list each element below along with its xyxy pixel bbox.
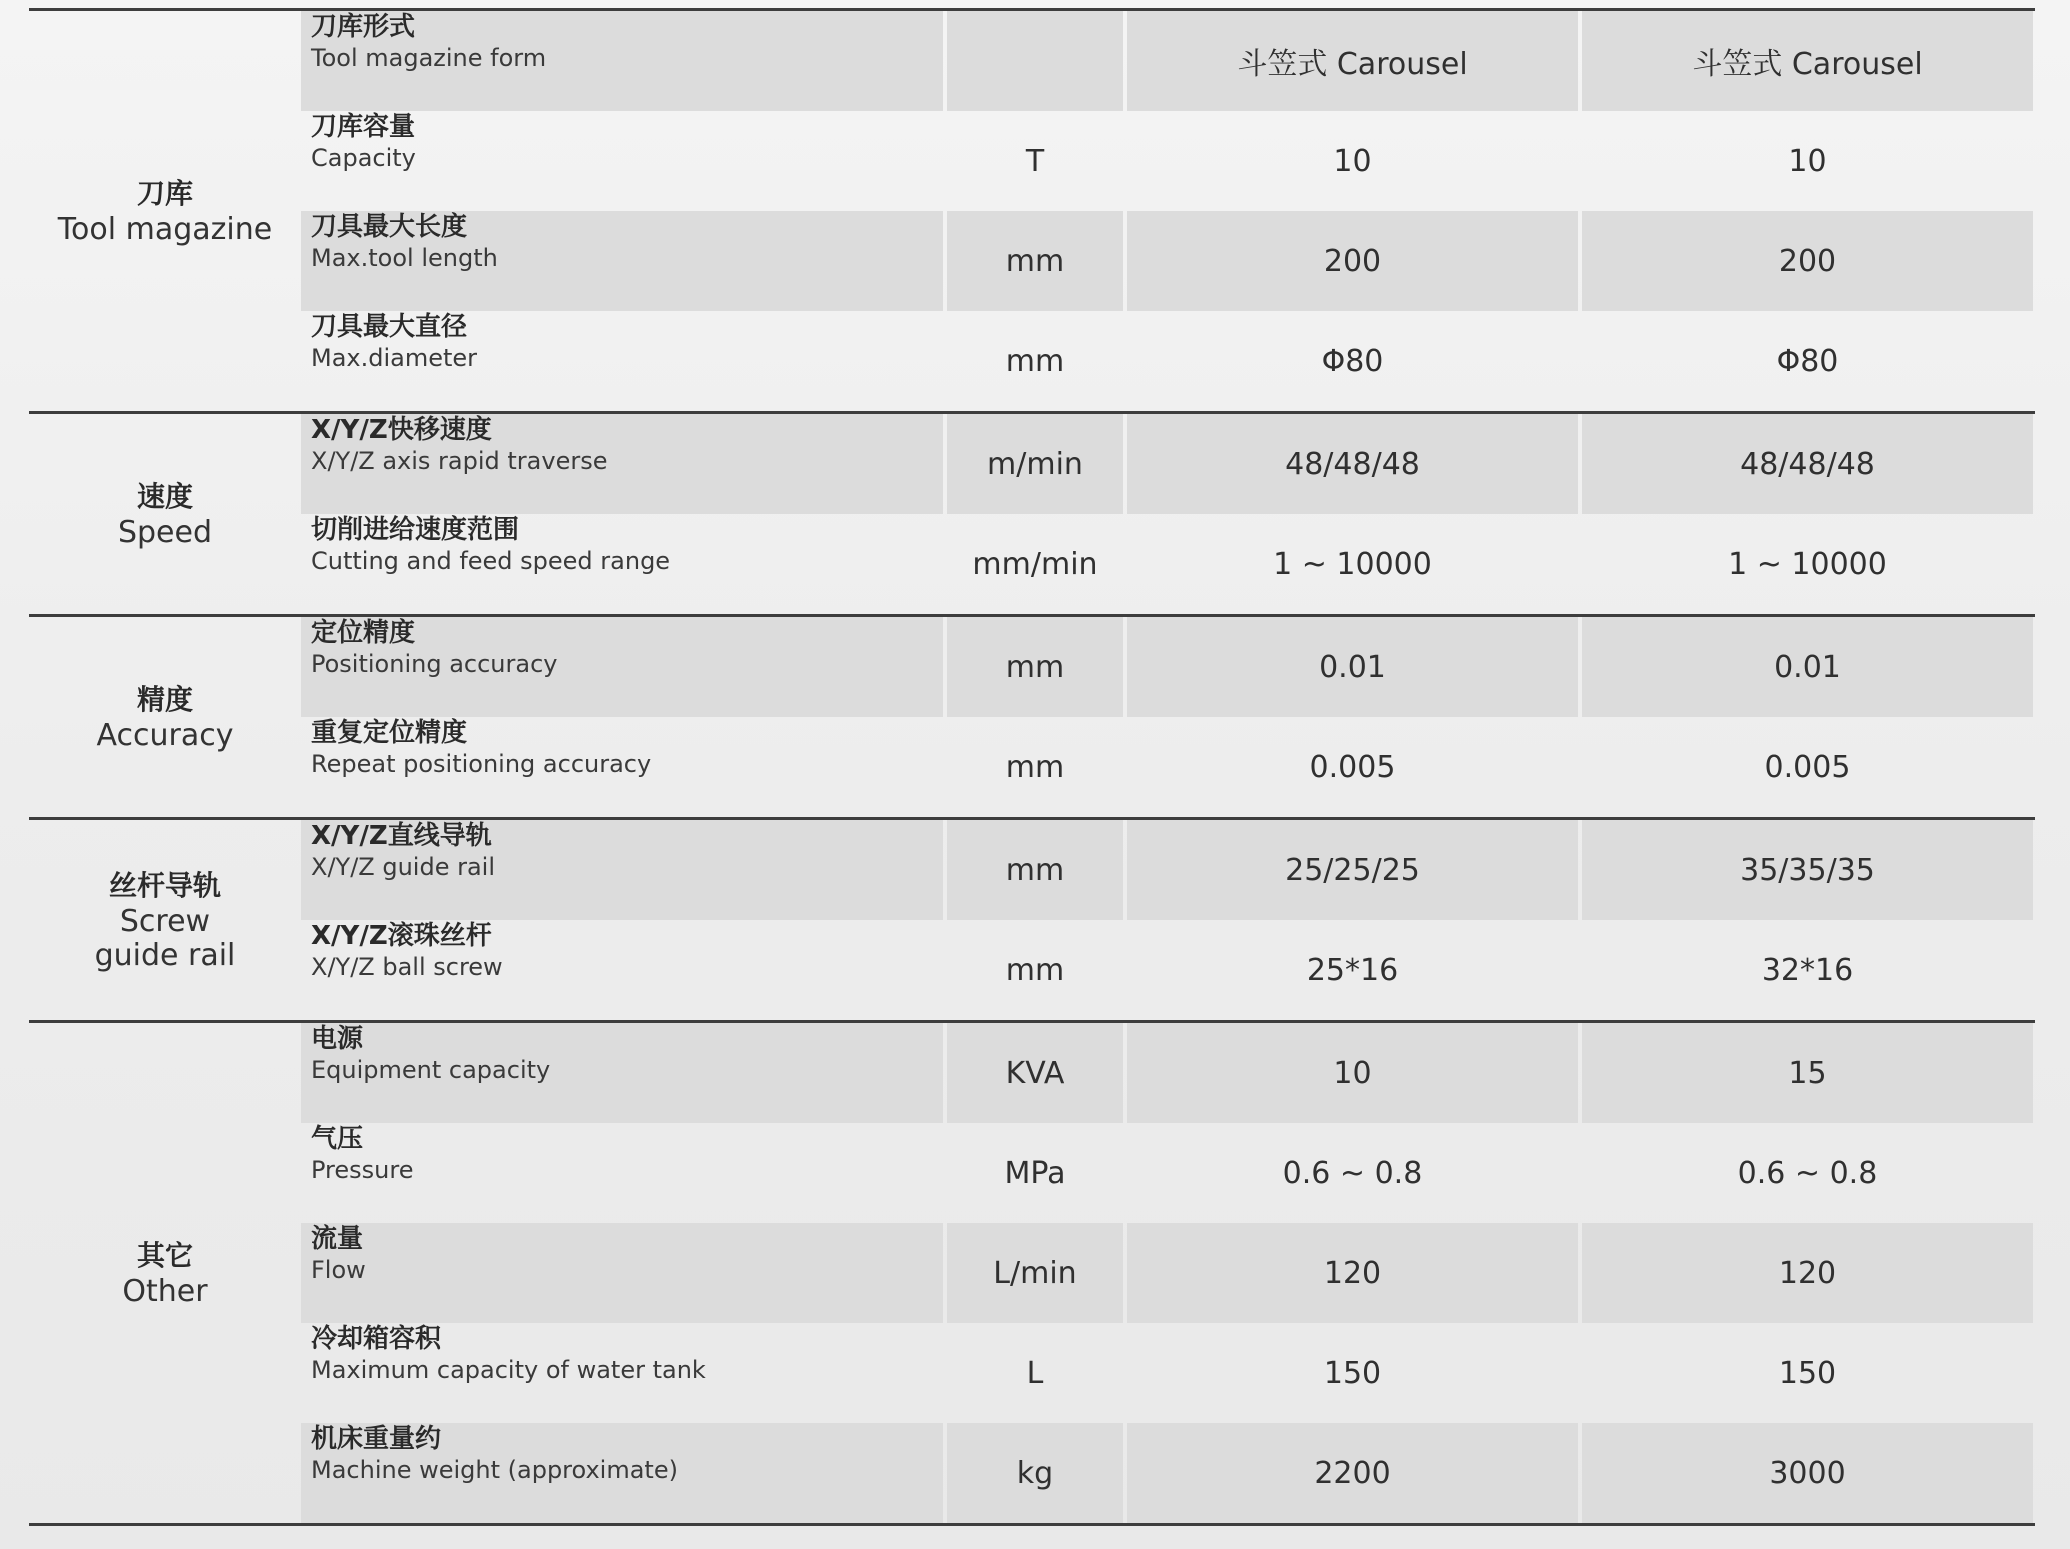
spec-group	[29, 411, 2035, 614]
item-label-en: Tool magazine form	[311, 44, 547, 72]
table-row	[301, 111, 2035, 211]
category-label-en: Other	[122, 1274, 208, 1309]
item-label-zh: 流量	[311, 1224, 364, 1254]
value-cell-model-2: 0.6 ~ 0.8	[1737, 1155, 1878, 1191]
value-cell-model-1: 150	[1323, 1355, 1382, 1391]
table-row	[301, 311, 2035, 411]
item-cell	[301, 920, 943, 1020]
item-cell	[301, 717, 943, 817]
unit-cell: kg	[947, 1423, 1123, 1523]
spec-group	[29, 1020, 2035, 1526]
value-cell-model-1: 48/48/48	[1127, 414, 1578, 514]
value-cell-model-1: 200	[1127, 211, 1578, 311]
item-label-en: Max.tool length	[311, 244, 498, 272]
spec-table	[29, 8, 2035, 1526]
unit-cell: mm	[947, 820, 1123, 920]
category-cell	[29, 1023, 301, 1523]
item-cell	[301, 11, 943, 111]
table-row	[301, 1023, 2035, 1123]
value-cell-model-2: 0.005	[1764, 749, 1851, 785]
item-label-zh: 刀具最大长度	[311, 212, 468, 242]
value-cell-model-1: 0.005	[1309, 749, 1396, 785]
item-cell	[301, 311, 943, 411]
item-label-en: X/Y/Z ball screw	[311, 953, 503, 981]
category-cell	[29, 617, 301, 817]
category-label-zh: 丝杆导轨	[108, 869, 221, 902]
spec-group	[29, 8, 2035, 411]
item-cell	[301, 1423, 943, 1523]
table-row	[301, 211, 2035, 311]
item-label-zh: 切削进给速度范围	[311, 515, 520, 545]
item-label-zh: 重复定位精度	[311, 718, 468, 748]
table-row	[301, 617, 2035, 717]
item-label-zh: 定位精度	[311, 618, 416, 648]
table-row	[301, 414, 2035, 514]
item-label-zh: 机床重量约	[311, 1424, 442, 1454]
category-label-en: Screw guide rail	[94, 904, 236, 973]
item-label-en: Maximum capacity of water tank	[311, 1356, 706, 1384]
unit-cell: mm	[1005, 749, 1065, 785]
category-cell	[29, 11, 301, 411]
unit-cell: L/min	[947, 1223, 1123, 1323]
value-cell-model-2: 1 ~ 10000	[1728, 546, 1887, 582]
item-label-zh: 刀库容量	[311, 112, 416, 142]
item-label-en: Pressure	[311, 1156, 414, 1184]
unit-cell: KVA	[947, 1023, 1123, 1123]
item-cell	[301, 514, 943, 614]
item-label-en: Cutting and feed speed range	[311, 547, 671, 575]
value-cell-model-1: 10	[1127, 1023, 1578, 1123]
value-cell-model-2: 0.01	[1582, 617, 2033, 717]
item-label-en: Positioning accuracy	[311, 650, 558, 678]
value-cell-model-2: 150	[1778, 1355, 1837, 1391]
category-label-zh: 刀库	[136, 177, 193, 210]
value-cell-model-2: 120	[1582, 1223, 2033, 1323]
category-label-zh: 速度	[136, 480, 193, 513]
spec-group	[29, 614, 2035, 817]
item-cell	[301, 820, 943, 920]
unit-cell: m/min	[947, 414, 1123, 514]
item-label-zh: 冷却箱容积	[311, 1324, 442, 1354]
category-label-zh: 其它	[136, 1239, 193, 1272]
item-cell	[301, 1323, 943, 1423]
table-row	[301, 717, 2035, 817]
unit-cell: T	[1025, 143, 1045, 179]
unit-cell: MPa	[1004, 1155, 1066, 1191]
item-cell	[301, 617, 943, 717]
value-cell-model-1: 25*16	[1306, 952, 1399, 988]
item-label-zh: X/Y/Z滚珠丝杆	[311, 921, 492, 951]
item-label-zh: 电源	[311, 1024, 364, 1054]
value-cell-model-2: 3000	[1582, 1423, 2033, 1523]
value-cell-model-1: 25/25/25	[1127, 820, 1578, 920]
unit-cell: mm	[947, 617, 1123, 717]
table-row	[301, 820, 2035, 920]
item-cell	[301, 1023, 943, 1123]
item-label-en: Capacity	[311, 144, 416, 172]
value-cell-model-2: 200	[1582, 211, 2033, 311]
value-cell-model-1: 10	[1333, 143, 1372, 179]
table-row	[301, 1423, 2035, 1523]
item-label-en: X/Y/Z axis rapid traverse	[311, 447, 608, 475]
item-label-en: Equipment capacity	[311, 1056, 551, 1084]
item-label-en: Machine weight (approximate)	[311, 1456, 678, 1484]
item-cell	[301, 414, 943, 514]
item-label-en: Flow	[311, 1256, 366, 1284]
category-label-zh: 精度	[136, 683, 193, 716]
item-label-zh: X/Y/Z直线导轨	[311, 821, 492, 851]
item-label-zh: X/Y/Z快移速度	[311, 415, 492, 445]
unit-cell	[947, 11, 1123, 111]
unit-cell: mm	[1005, 952, 1065, 988]
value-cell-model-1: 0.01	[1127, 617, 1578, 717]
category-cell	[29, 820, 301, 1020]
table-row	[301, 920, 2035, 1020]
value-cell-model-1: 斗笠式 Carousel	[1127, 11, 1578, 111]
value-cell-model-2: 斗笠式 Carousel	[1582, 11, 2033, 111]
value-cell-model-2: 15	[1582, 1023, 2033, 1123]
category-label-en: Tool magazine	[57, 212, 273, 247]
value-cell-model-1: 0.6 ~ 0.8	[1282, 1155, 1423, 1191]
value-cell-model-2: 10	[1788, 143, 1827, 179]
item-label-zh: 刀库形式	[311, 12, 416, 42]
unit-cell: mm/min	[972, 546, 1098, 582]
unit-cell: L	[1026, 1355, 1044, 1391]
item-label-en: Repeat positioning accuracy	[311, 750, 652, 778]
value-cell-model-2: 35/35/35	[1582, 820, 2033, 920]
table-row	[301, 1223, 2035, 1323]
value-cell-model-2: 48/48/48	[1582, 414, 2033, 514]
table-row	[301, 1123, 2035, 1223]
item-label-en: X/Y/Z guide rail	[311, 853, 495, 881]
value-cell-model-1: 2200	[1127, 1423, 1578, 1523]
value-cell-model-1: Φ80	[1321, 343, 1384, 379]
item-label-zh: 刀具最大直径	[311, 312, 468, 342]
table-row	[301, 514, 2035, 614]
spec-group	[29, 817, 2035, 1020]
value-cell-model-1: 1 ~ 10000	[1273, 546, 1432, 582]
item-label-zh: 气压	[311, 1124, 364, 1154]
category-label-en: Accuracy	[96, 718, 234, 753]
unit-cell: mm	[947, 211, 1123, 311]
unit-cell: mm	[1005, 343, 1065, 379]
item-cell	[301, 111, 943, 211]
category-label-en: Speed	[117, 515, 213, 550]
item-cell	[301, 1223, 943, 1323]
item-cell	[301, 211, 943, 311]
value-cell-model-1: 120	[1127, 1223, 1578, 1323]
item-cell	[301, 1123, 943, 1223]
item-label-en: Max.diameter	[311, 344, 478, 372]
value-cell-model-2: Φ80	[1776, 343, 1839, 379]
value-cell-model-2: 32*16	[1761, 952, 1854, 988]
table-row	[301, 11, 2035, 111]
table-row	[301, 1323, 2035, 1423]
category-cell	[29, 414, 301, 614]
